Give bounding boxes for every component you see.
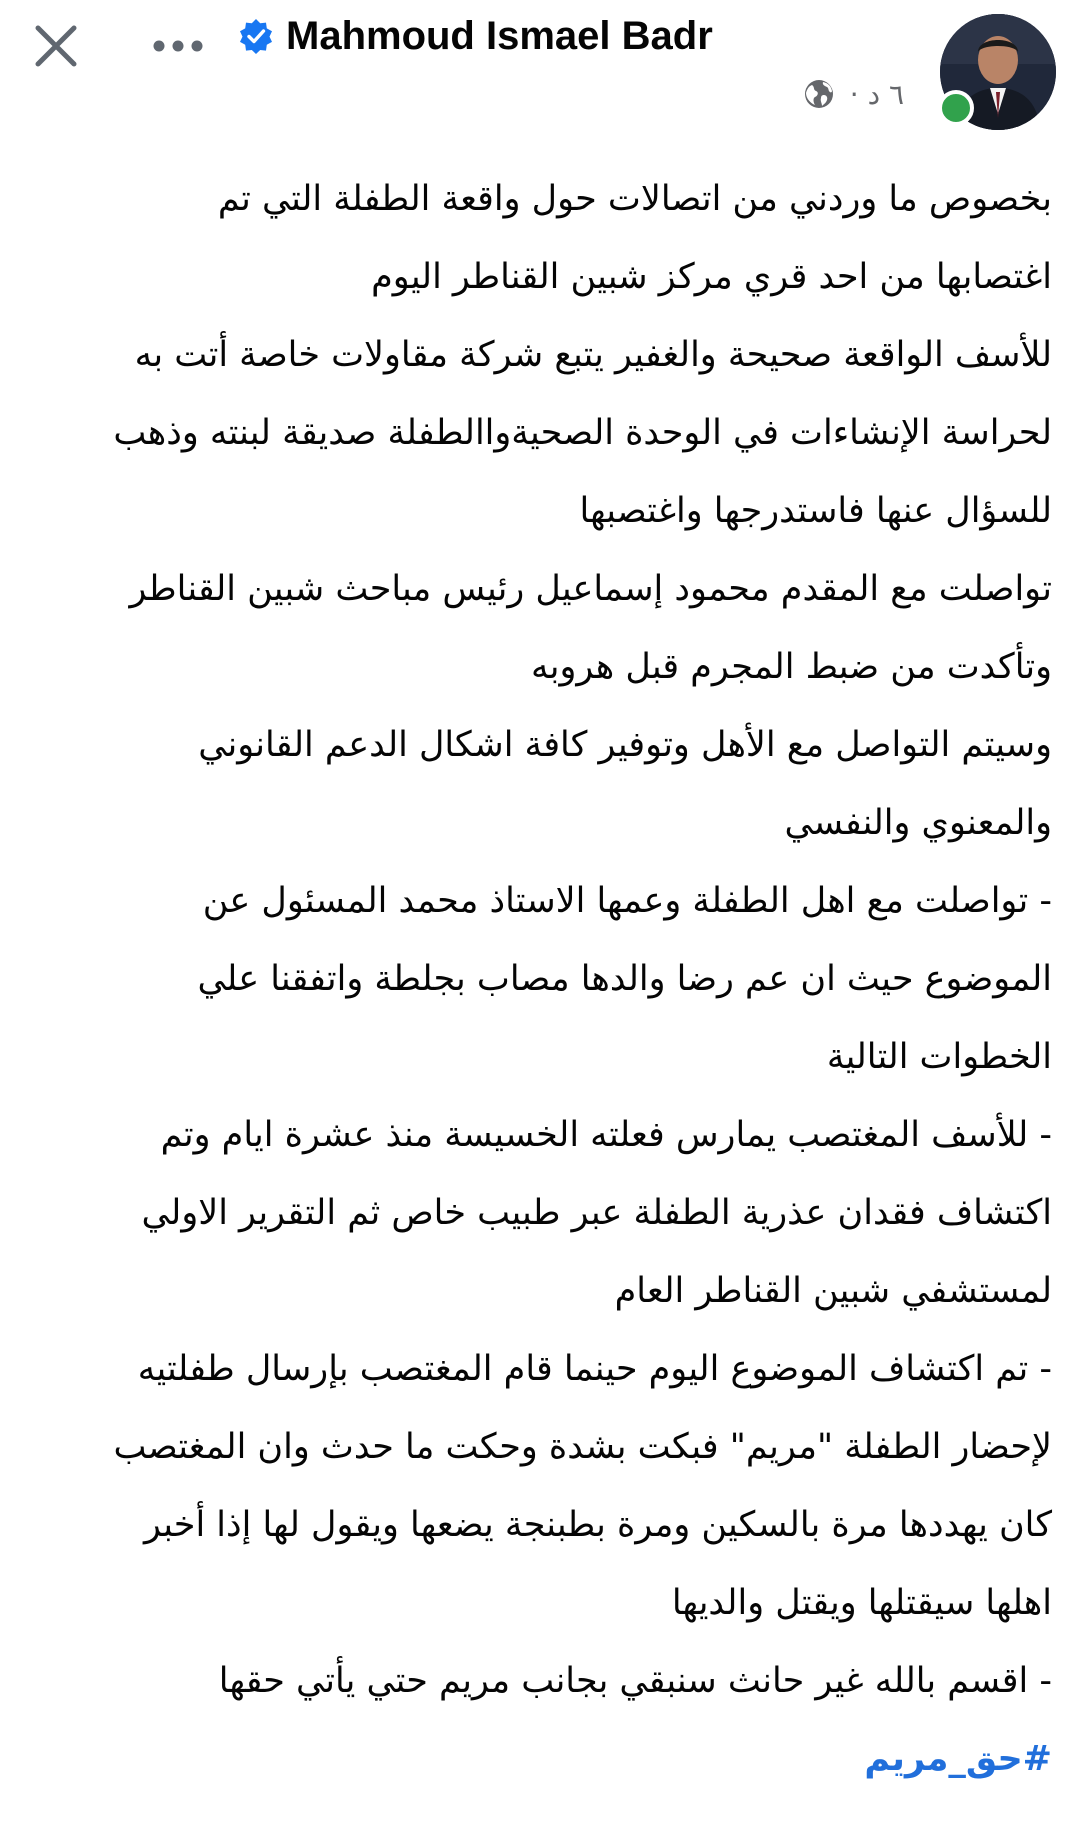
post-line: للسؤال عنها فاستدرجها واغتصبها — [579, 491, 1052, 531]
post-line: للأسف الواقعة صحيحة والغفير يتبع شركة مقاولات خاصة أتت به — [134, 335, 1052, 375]
post-meta — [802, 72, 904, 116]
author-avatar[interactable] — [940, 14, 1056, 130]
post-line: والمعنوي والنفسي — [784, 803, 1052, 843]
online-status-dot — [938, 90, 974, 126]
post-line: الموضوع حيث ان عم رضا والدها مصاب بجلطة واتفقنا علي — [197, 959, 1052, 999]
post-line: اكتشاف فقدان عذرية الطفلة عبر طبيب خاص ثم التقرير الاولي — [141, 1193, 1052, 1233]
post-header — [0, 0, 1080, 160]
post-line: بخصوص ما وردني من اتصالات حول واقعة الطفلة التي تم — [217, 179, 1052, 219]
post-line: لحراسة الإنشاءات في الوحدة الصحيةواالطفلة صديقة لبنته وذهب — [113, 413, 1052, 453]
more-horizontal-icon — [152, 39, 204, 53]
verified-badge-icon — [236, 16, 276, 56]
post-line: اغتصابها من احد قري مركز شبين القناطر اليوم — [371, 257, 1052, 297]
post-line: - تواصلت مع اهل الطفلة وعمها الاستاذ محمد المسئول عن — [202, 881, 1052, 921]
close-button[interactable] — [28, 18, 84, 74]
post-line: - اقسم بالله غير حانث سنبقي بجانب مريم حتي يأتي حقها — [218, 1661, 1052, 1701]
globe-icon[interactable] — [802, 77, 836, 111]
post-line: لمستشفي شبين القناطر العام — [614, 1271, 1052, 1311]
author-name[interactable]: Mahmoud Ismael Badr — [286, 13, 713, 58]
post-line: وتأكدت من ضبط المجرم قبل هروبه — [531, 647, 1052, 687]
hashtag-link[interactable]: #حق_مريم — [864, 1739, 1052, 1779]
post-line: لإحضار الطفلة "مريم" فبكت بشدة وحكت ما حدث وان المغتصب — [113, 1427, 1052, 1467]
post-line: اهلها سيقتلها ويقتل والديها — [671, 1583, 1052, 1623]
post-line: - تم اكتشاف الموضوع اليوم حينما قام المغتصب بإرسال طفلتيه — [137, 1349, 1052, 1389]
more-options-button[interactable] — [146, 24, 210, 68]
post-timestamp[interactable]: ٦ د · — [849, 77, 904, 111]
post-line: تواصلت مع المقدم محمود إسماعيل رئيس مباحث شبين القناطر — [129, 569, 1052, 609]
post-line: كان يهددها مرة بالسكين ومرة بطبنجة يضعها ويقول لها إذا أخبر — [143, 1505, 1052, 1545]
post-text — [30, 160, 1052, 1798]
post-line: وسيتم التواصل مع الأهل وتوفير كافة اشكال الدعم القانوني — [198, 725, 1052, 765]
close-icon — [34, 24, 78, 68]
post-line: - للأسف المغتصب يمارس فعلته الخسيسة منذ عشرة ايام وتم — [160, 1115, 1052, 1155]
author-block[interactable] — [236, 6, 713, 66]
post-line: الخطوات التالية — [826, 1037, 1052, 1077]
